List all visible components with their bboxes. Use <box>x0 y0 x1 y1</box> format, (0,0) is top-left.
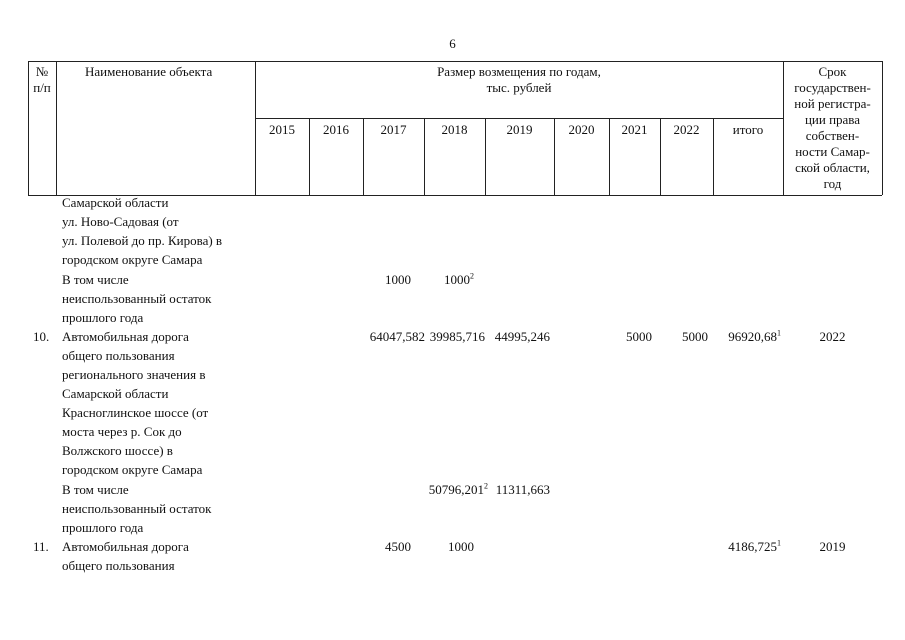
page-number: 6 <box>449 36 456 51</box>
header-year-2015: 2015 <box>269 122 295 137</box>
header-term-line-4: ции права <box>804 112 861 127</box>
header-year-2021: 2021 <box>621 122 648 137</box>
name-line: Самарской области <box>62 386 169 401</box>
name-line: В том числе <box>62 272 129 287</box>
header-year-2018: 2018 <box>441 122 468 137</box>
name-line: неиспользованный остаток <box>62 291 212 306</box>
value-term: 2019 <box>819 539 846 554</box>
header-term-line-6: ности Самар- <box>795 144 870 159</box>
name-line: городском округе Самара <box>62 252 203 267</box>
name-line: Автомобильная дорога <box>62 329 189 344</box>
value-2018: 1000$^2$ <box>444 271 474 287</box>
name-line: общего пользования <box>62 348 175 363</box>
name-line: Красноглинское шоссе (от <box>62 405 209 420</box>
value-total: 4186,725$^1$ <box>728 538 781 554</box>
header-term-line-2: государствен- <box>794 80 871 95</box>
header-year-2020: 2020 <box>568 122 595 137</box>
header-term-line-5: собствен- <box>805 128 860 143</box>
name-line: Волжского шоссе) в <box>62 443 173 458</box>
header-term-line-3: ной регистра- <box>794 96 871 111</box>
header-amount-line-1: Размер возмещения по годам, <box>437 64 601 79</box>
name-line: Самарской области <box>62 195 169 210</box>
name-line: ул. Ново-Садовая (от <box>62 214 179 229</box>
header-amount-line-2: тыс. рублей <box>486 80 552 95</box>
name-line: общего пользования <box>62 558 175 573</box>
header-term-line-8: год <box>823 176 842 191</box>
value-2017: 4500 <box>385 539 411 554</box>
header-year-2016: 2016 <box>323 122 349 137</box>
name-line: регионального значения в <box>62 367 206 382</box>
value-total: 96920,68$^1$ <box>728 328 781 344</box>
header-year-2022: 2022 <box>673 122 700 137</box>
footnote-mark: 1 <box>777 538 781 548</box>
value-2019: 44995,246 <box>494 329 550 344</box>
name-line: моста через р. Сок до <box>62 424 182 439</box>
header-term-line-7: ской области, <box>795 160 870 175</box>
header-total: итого <box>732 122 764 137</box>
name-line: прошлого года <box>62 520 144 535</box>
header-num-line-1: № <box>35 64 49 79</box>
value-2017: 1000 <box>385 272 411 287</box>
name-line: неиспользованный остаток <box>62 501 212 516</box>
name-line: прошлого года <box>62 310 144 325</box>
header-num-line-2: п/п <box>33 80 51 95</box>
value-2021: 5000 <box>626 329 652 344</box>
value-2022: 5000 <box>682 329 708 344</box>
value-2018: 1000 <box>448 539 474 554</box>
row-number: 11. <box>33 539 49 554</box>
footnote-mark: 2 <box>484 481 488 491</box>
name-line: городском округе Самара <box>62 462 203 477</box>
value-2018: 50796,201$^2$ <box>428 481 488 497</box>
value-2018: 39985,716 <box>429 329 485 344</box>
name-line: В том числе <box>62 482 129 497</box>
name-line: ул. Полевой до пр. Кирова) в <box>62 233 223 248</box>
value-2019: 11311,663 <box>495 482 550 497</box>
header-name: Наименование объекта <box>85 64 213 79</box>
header-term-line-1: Срок <box>818 64 847 79</box>
row-number: 10. <box>33 329 50 344</box>
name-line: Автомобильная дорога <box>62 539 189 554</box>
value-term: 2022 <box>819 329 846 344</box>
value-2017: 64047,582 <box>369 329 425 344</box>
footnote-mark: 2 <box>470 271 474 281</box>
header-year-2017: 2017 <box>380 122 407 137</box>
footnote-mark: 1 <box>777 328 781 338</box>
header-year-2019: 2019 <box>506 122 533 137</box>
